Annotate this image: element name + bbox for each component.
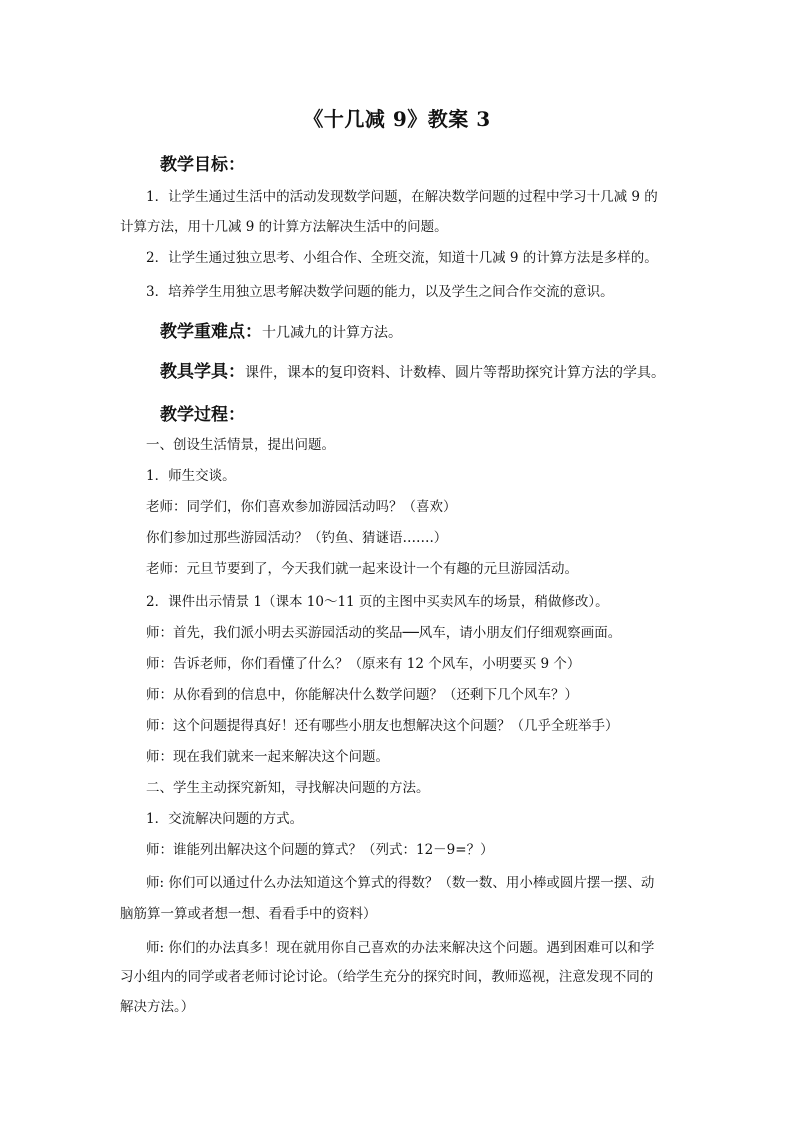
process-line: 1．师生交谈。 bbox=[146, 468, 236, 484]
tools-label: 教具学具： bbox=[160, 362, 245, 382]
process-line: 1．交流解决问题的方式。 bbox=[146, 811, 304, 827]
key-points-text: 十几减九的计算方法。 bbox=[262, 325, 402, 341]
process-line: 一、创设生活情景，提出问题。 bbox=[146, 437, 335, 453]
process-line: 师: 你们的办法真多！现在就用你自己喜欢的办法来解决这个问题。遇到困难可以和学 bbox=[146, 940, 655, 956]
goal-line: 计算方法，用十几减 9 的计算方法解决生活中的问题。 bbox=[120, 219, 448, 235]
process-line: 二、学生主动探究新知，寻找解决问题的方法。 bbox=[146, 780, 430, 796]
process-line: 师：告诉老师，你们看懂了什么？（原来有 12 个风车，小明要买 9 个） bbox=[146, 656, 581, 672]
tools-text: 课件，课本的复印资料、计数棒、圆片等帮助探究计算方法的学具。 bbox=[245, 365, 665, 381]
process-line: 你们参加过那些游园活动？（钓鱼、猜谜语…….） bbox=[146, 530, 448, 546]
process-line: 脑筋算一算或者想一想、看看手中的资料） bbox=[120, 906, 377, 922]
process-line: 师：从你看到的信息中，你能解决什么数学问题？（还剩下几个风车？） bbox=[146, 687, 578, 703]
process-line: 习小组内的同学或者老师讨论讨论。（给学生充分的探究时间，教师巡视，注意发现不同的 bbox=[120, 969, 654, 985]
process-line: 老师：同学们，你们喜欢参加游园活动吗？（喜欢） bbox=[146, 499, 457, 515]
process-line: 2．课件出示情景 1（课本 10～11 页的主图中买卖风车的场景，稍做修改）。 bbox=[146, 594, 609, 610]
process-line: 师：这个问题提得真好！还有哪些小朋友也想解决这个问题？（几乎全班举手） bbox=[146, 718, 619, 734]
process-line: 师：首先，我们派小明去买游园活动的奖品──风车，请小朋友们仔细观察画面。 bbox=[146, 625, 622, 641]
key-points-row bbox=[160, 317, 402, 342]
goal-line: 2．让学生通过独立思考、小组合作、全班交流，知道十几减 9 的计算方法是多样的。 bbox=[146, 250, 658, 266]
key-points-label: 教学重难点： bbox=[160, 322, 262, 342]
process-line: 师: 你们可以通过什么办法知道这个算式的得数？（数一数、用小棒或圆片摆一摆、动 bbox=[146, 875, 655, 891]
process-line: 师：现在我们就来一起来解决这个问题。 bbox=[146, 749, 389, 765]
goal-line: 1．让学生通过生活中的活动发现数学问题，在解决数学问题的过程中学习十几减 9 的 bbox=[146, 189, 658, 205]
tools-row bbox=[160, 357, 665, 382]
goal-heading: 教学目标： bbox=[160, 155, 245, 175]
process-heading: 教学过程： bbox=[160, 405, 245, 425]
process-line: 解决方法。） bbox=[120, 999, 195, 1015]
goal-line: 3．培养学生用独立思考解决数学问题的能力，以及学生之间合作交流的意识。 bbox=[146, 284, 614, 300]
process-line: 师：谁能列出解决这个问题的算式？（列式：12－9=？） bbox=[146, 842, 494, 858]
document-title: 《十几减 9》教案 3 bbox=[303, 107, 491, 131]
process-line: 老师：元旦节要到了，今天我们就一起来设计一个有趣的元旦游园活动。 bbox=[146, 561, 578, 577]
